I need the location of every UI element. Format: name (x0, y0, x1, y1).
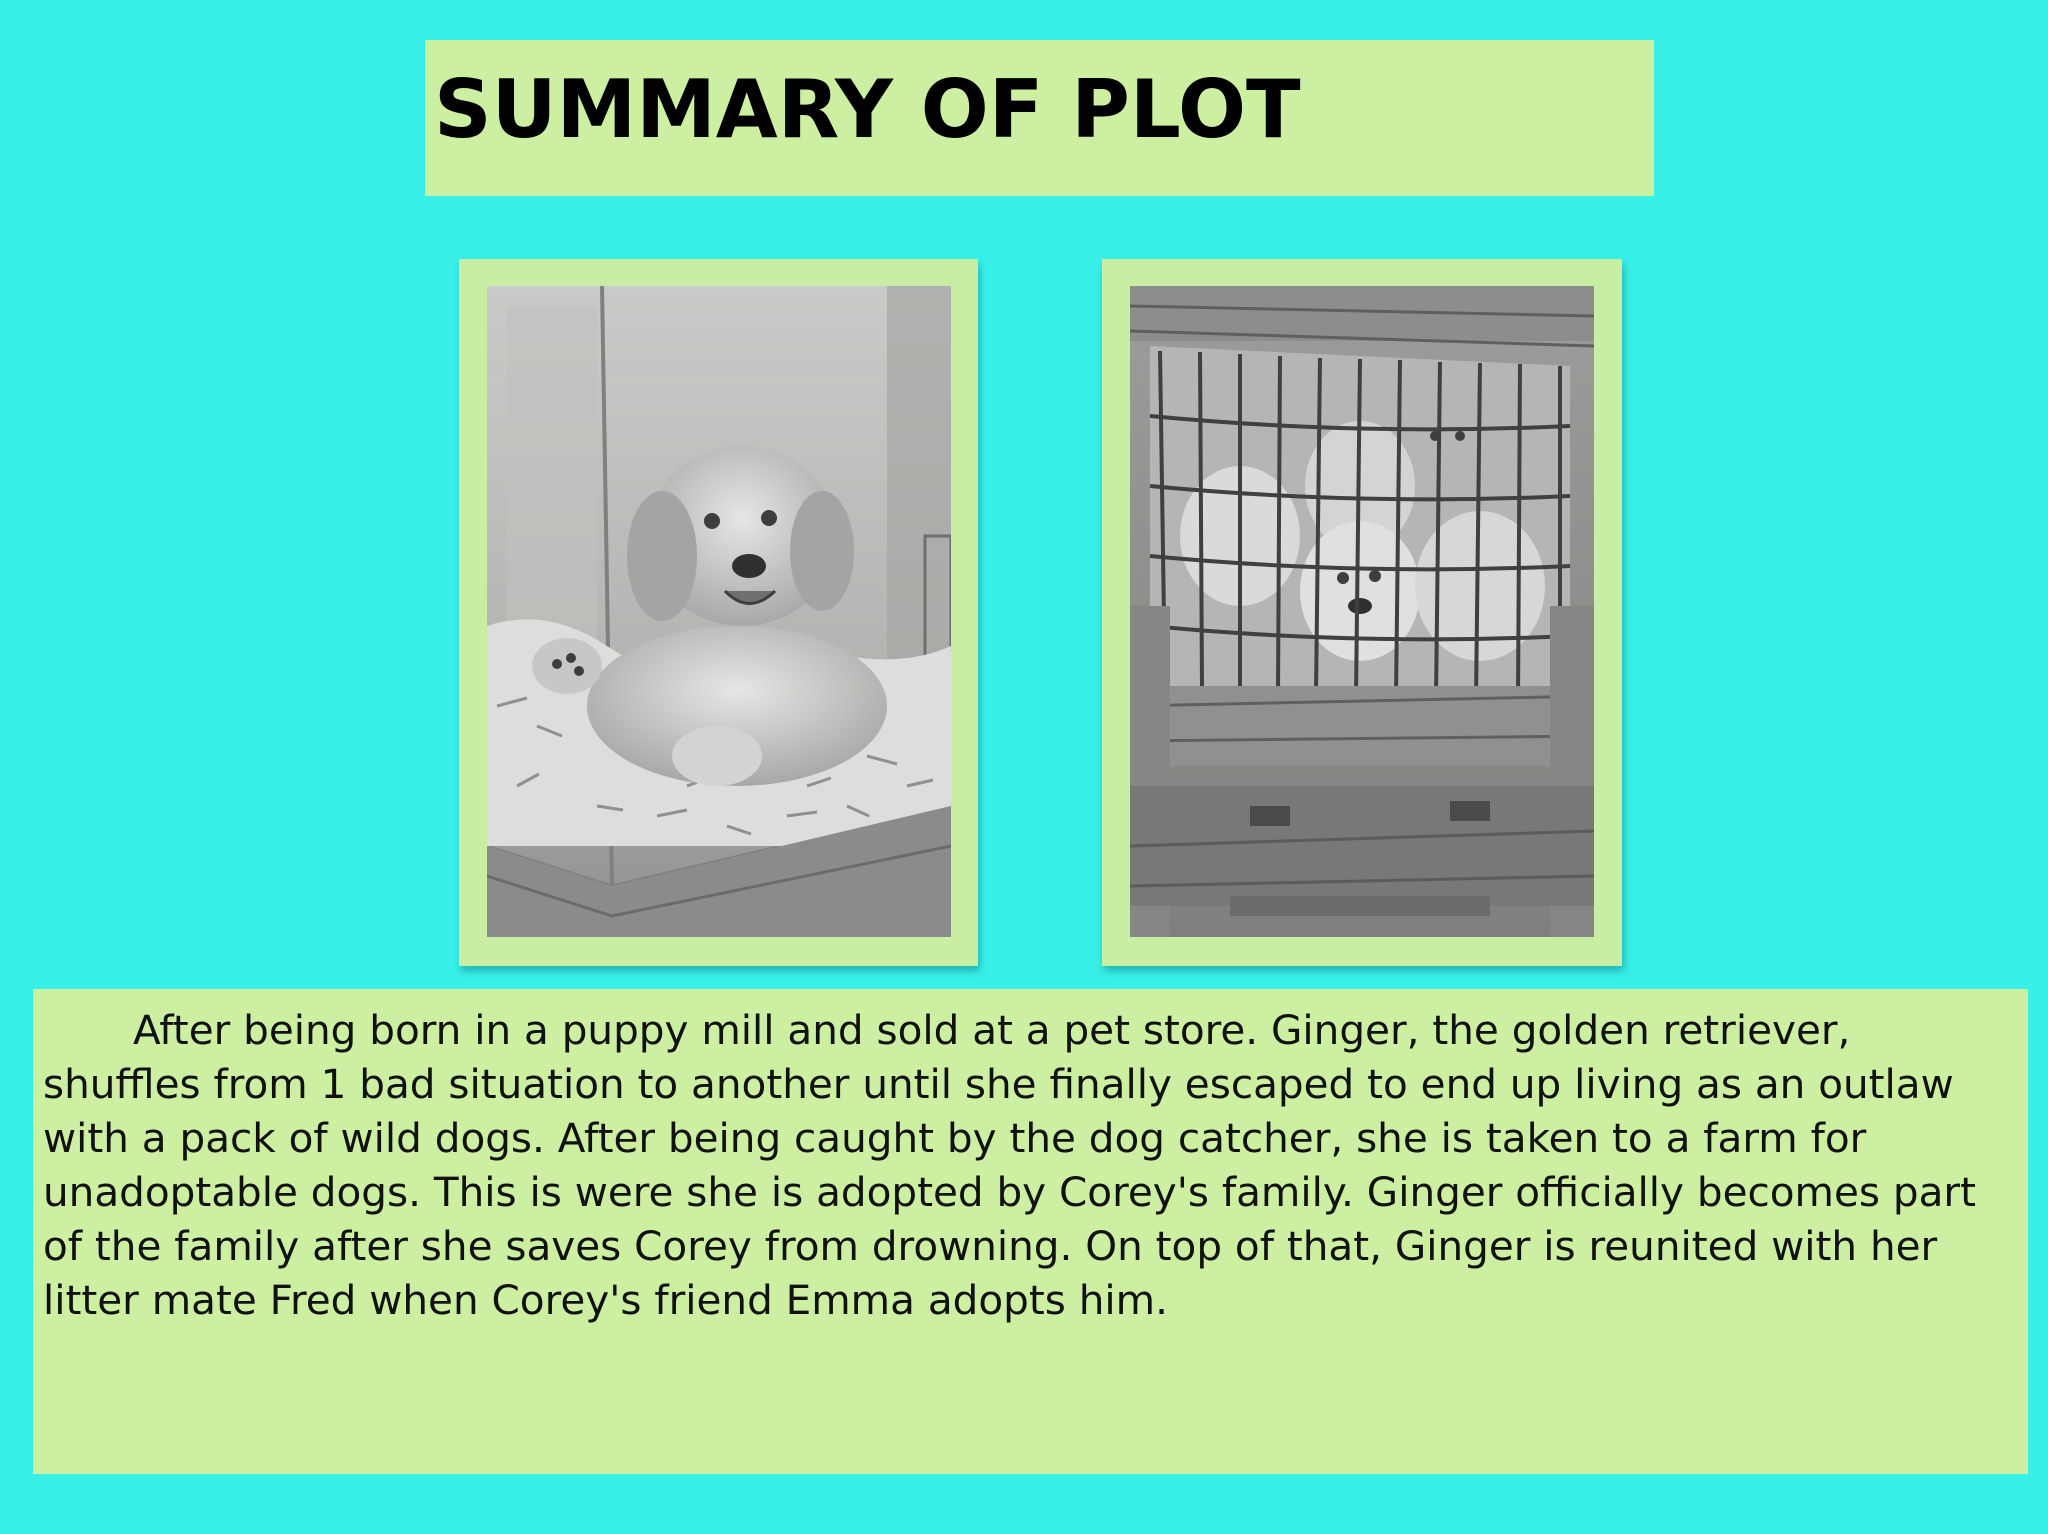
puppies-in-cage-illustration (1130, 286, 1594, 937)
title-box (425, 40, 1654, 196)
puppy-in-glass-case-frame (459, 259, 978, 966)
puppy-in-glass-case-illustration (487, 286, 951, 937)
slide-title: SUMMARY OF PLOT (434, 63, 1301, 156)
summary-box (33, 989, 2028, 1474)
summary-paragraph: After being born in a puppy mill and sold at a pet store. Ginger, the golden retriever, shuffles from 1 bad situation to another until she finally escaped to end up living as an outlaw with a pack of wild dogs. After being caught by the dog catcher, she is taken to a farm for unadoptable dogs. This is were she is adopted by Corey's family. Ginger officially becomes part of the family after she saves Corey from drowning. On top of that, Ginger is reunited with her litter mate Fred when Corey's friend Emma adopts him. (43, 1006, 1976, 1324)
puppies-in-cage-frame (1102, 259, 1622, 966)
